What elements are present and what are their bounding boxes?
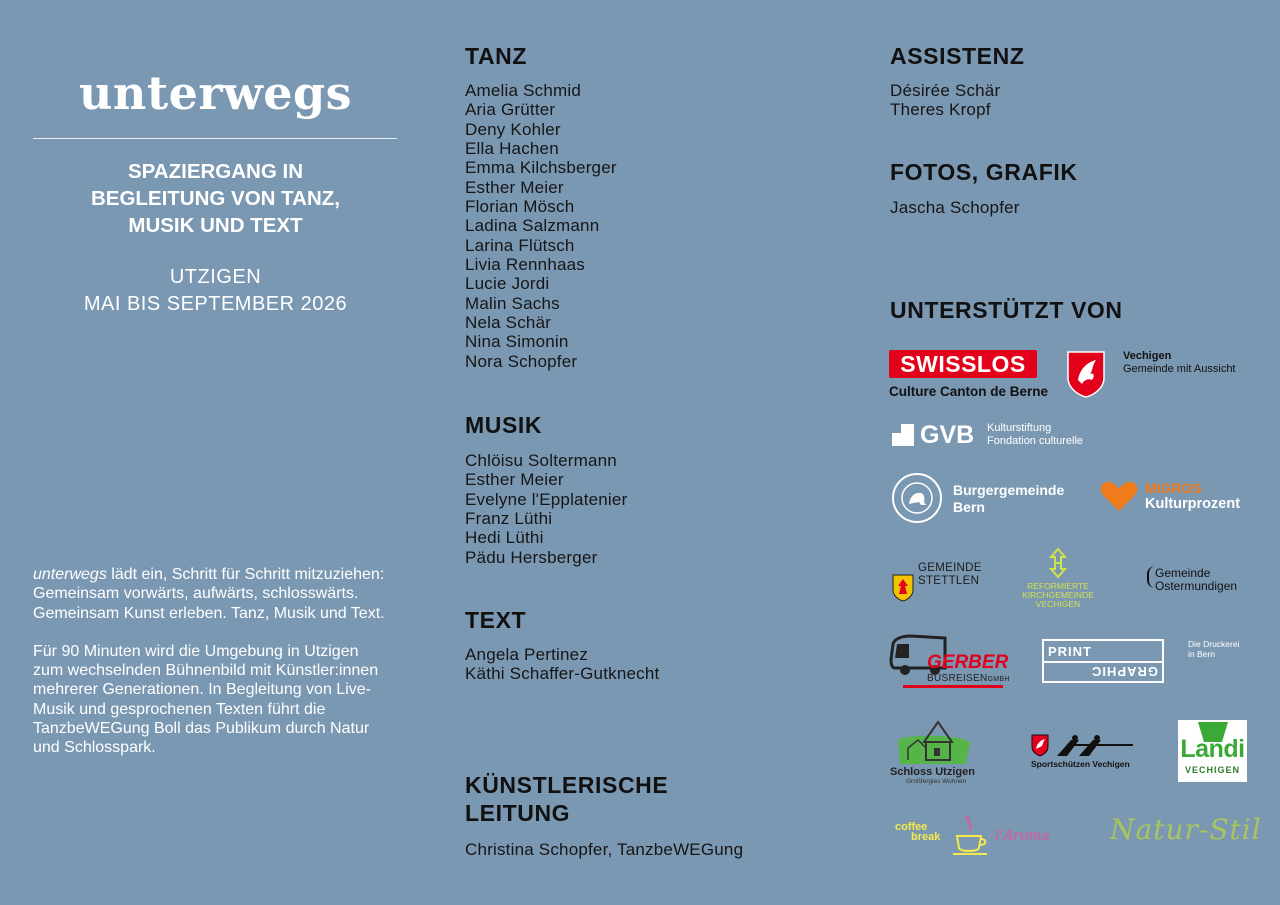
coffeebreak-logo (893, 810, 1063, 862)
migros-logo (1099, 479, 1249, 515)
tanz-name: Ella Hachen (465, 139, 559, 159)
tanz-name: Nela Schär (465, 313, 552, 333)
naturstil-logo (1110, 808, 1262, 860)
leitung-heading-line: LEITUNG (465, 800, 571, 826)
vechigen-logo (1066, 350, 1256, 398)
tanz-name: Nora Schopfer (465, 351, 578, 371)
schloss-name: Schloss Utzigen (890, 766, 975, 778)
swisslos-logo (889, 350, 1049, 402)
gerber-sub-2: GMBH (987, 676, 1010, 683)
migros-subtitle: Kulturprozent (1145, 496, 1241, 512)
sponsors-heading: UNTERSTÜTZT VON (890, 297, 1123, 323)
leitung-heading (465, 771, 668, 827)
sportschuetzen-logo (1031, 734, 1151, 770)
assistenz-name: Theres Kropf (890, 100, 991, 120)
burgergemeinde-name: Burgergemeinde (953, 482, 1065, 498)
musik-name: Evelyne l'Epplatenier (465, 489, 628, 509)
kirchgemeinde-logo (1018, 547, 1098, 611)
leitung-name: Christina Schopfer, TanzbeWEGung (465, 840, 744, 859)
printgraphic-divider (1044, 661, 1162, 663)
gerber-name: GERBER (927, 652, 1009, 673)
description (33, 565, 393, 777)
musik-name: Chlöisu Soltermann (465, 451, 617, 470)
sportschuetzen-name: Sportschützen Vechigen (1031, 759, 1130, 769)
tanz-name: Emma Kilchsberger (465, 158, 617, 178)
printgraphic-bottom: GRAPHIC (1091, 664, 1158, 679)
migros-name: MIGROS (1145, 480, 1202, 496)
description-paragraph-1 (33, 565, 393, 623)
tanz-name: Ladina Salzmann (465, 216, 600, 236)
burgergemeinde-seal-icon (891, 472, 943, 524)
musik-name: Pädu Hersberger (465, 547, 598, 567)
tanz-name: Deny Kohler (465, 119, 561, 139)
description-text-1: lädt ein, Schritt für Schritt mitzuziehen: Gemeinsam vorwärts, aufwärts, schlosswärts. Gemeinsam Kunst erleben. Tanz, Musik und Text. (33, 566, 385, 622)
assistenz-heading: ASSISTENZ (890, 43, 1025, 69)
vechigen-tagline: Gemeinde mit Aussicht (1123, 363, 1236, 375)
coffee-cup-icon (953, 814, 993, 858)
tanz-heading: TANZ (465, 43, 528, 69)
musik-heading: MUSIK (465, 412, 543, 438)
text-name: Angela Pertinez (465, 645, 589, 664)
tanz-name: Amelia Schmid (465, 81, 581, 100)
ostermundigen-logo (1147, 563, 1257, 597)
fotos-heading: FOTOS, GRAFIK (890, 159, 1078, 185)
assistenz-name: Désirée Schär (890, 81, 1001, 100)
landi-location: VECHIGEN (1184, 765, 1240, 775)
ostermundigen-name-2: Ostermundigen (1155, 579, 1238, 593)
printgraphic-tag-1: Die Druckerei (1188, 639, 1240, 649)
fotos-list (890, 198, 1020, 217)
gvb-logo (892, 421, 1102, 451)
brand-title: unterwegs (78, 66, 353, 120)
kirchgemeinde-text-1: REFORMIERTE (1027, 581, 1089, 591)
gvb-subtitle-2: Fondation culturelle (987, 435, 1084, 447)
printgraphic-logo (1042, 639, 1257, 687)
subtitle-line: SPAZIERGANG IN (127, 160, 304, 183)
assistenz-list (890, 81, 1000, 120)
kirchgemeinde-text-3: VECHIGEN (1035, 599, 1081, 609)
leitung-list (465, 840, 743, 859)
printgraphic-tag-2: in Bern (1188, 649, 1215, 659)
text-heading: TEXT (465, 607, 527, 633)
gvb-wordmark: GVB (920, 421, 975, 449)
musik-name: Esther Meier (465, 470, 564, 490)
tanz-name: Nina Simonin (465, 332, 569, 352)
coffeebreak-word-1: coffee (895, 821, 928, 833)
leitung-heading-line: KÜNSTLERISCHE (465, 772, 669, 798)
title-divider (33, 138, 397, 139)
text-list (465, 645, 659, 684)
tanz-name: Lucie Jordi (465, 274, 550, 294)
coffeebreak-word-2: break (911, 831, 941, 843)
place-and-dates (33, 264, 398, 318)
gerber-stripe (903, 685, 1003, 688)
place: UTZIGEN (169, 266, 262, 288)
subtitle (33, 158, 398, 239)
vechigen-name: Vechigen (1123, 350, 1172, 362)
subtitle-line: BEGLEITUNG VON TANZ, (90, 187, 341, 210)
subtitle-line: MUSIK UND TEXT (128, 214, 303, 237)
gvb-subtitle-1: Kulturstiftung (987, 422, 1052, 434)
vechigen-crest-icon (1066, 350, 1106, 398)
tanz-name: Livia Rennhaas (465, 255, 585, 275)
musik-list (465, 451, 627, 567)
tanz-name: Aria Grütter (465, 100, 556, 120)
migros-heart-icon (1099, 479, 1139, 513)
stettlen-name-2: STETTLEN (918, 575, 980, 587)
aroma-name: l'Aroma (995, 828, 1051, 844)
fotos-name: Jascha Schopfer (890, 198, 1020, 217)
gerber-logo (889, 634, 1009, 692)
gerber-sub (927, 673, 1010, 685)
stettlen-logo (892, 560, 1002, 604)
tanz-name: Larina Flütsch (465, 235, 575, 255)
burgergemeinde-city: Bern (953, 499, 985, 515)
schloss-tagline: Großfergies Wohnen (906, 778, 967, 785)
landi-logo (1178, 720, 1247, 782)
text-name: Käthi Schaffer-Gutknecht (465, 664, 660, 684)
swisslos-subtitle: Culture Canton de Berne (889, 384, 1049, 399)
gvb-mark-icon (892, 424, 914, 446)
burgergemeinde-logo (891, 472, 1076, 524)
kirchgemeinde-text-2: KIRCHGEMEINDE (1022, 590, 1094, 600)
printgraphic-top: PRINT (1048, 644, 1092, 659)
castle-icon (894, 716, 974, 768)
shooters-icon (1031, 734, 1135, 758)
naturstil-wordmark: Natur-Stil (1110, 813, 1262, 846)
musik-name: Hedi Lüthi (465, 528, 544, 548)
ostermundigen-name-1: Gemeinde (1155, 566, 1211, 580)
tanz-name: Malin Sachs (465, 293, 560, 313)
swisslos-wordmark: SWISSLOS (889, 350, 1037, 378)
gerber-sub-1: BUSREISEN (927, 673, 988, 684)
landi-wordmark: Landi (1180, 735, 1245, 763)
tanz-list (465, 81, 617, 371)
stettlen-name-1: GEMEINDE (918, 562, 982, 574)
dates: MAI BIS SEPTEMBER 2026 (83, 293, 348, 315)
musik-name: Franz Lüthi (465, 509, 553, 529)
ostermundigen-bracket-icon (1147, 566, 1155, 588)
schloss-logo (890, 716, 1000, 786)
tanz-name: Esther Meier (465, 177, 564, 197)
description-title: unterwegs (33, 566, 107, 583)
stettlen-crest-icon (892, 574, 914, 602)
tanz-name: Florian Mösch (465, 197, 575, 217)
printgraphic-box (1042, 639, 1164, 683)
kirchgemeinde-arrows-icon (1043, 547, 1073, 579)
description-paragraph-2: Für 90 Minuten wird die Umgebung in Utzigen zum wechselnden Bühnenbild mit Künstler:innen mehrerer Generationen. In Begleitung von Live-Musik und gesprochenen Texten führt die TanzbeWEGung Boll das Publikum durch Natur und Schlosspark. (33, 642, 379, 757)
